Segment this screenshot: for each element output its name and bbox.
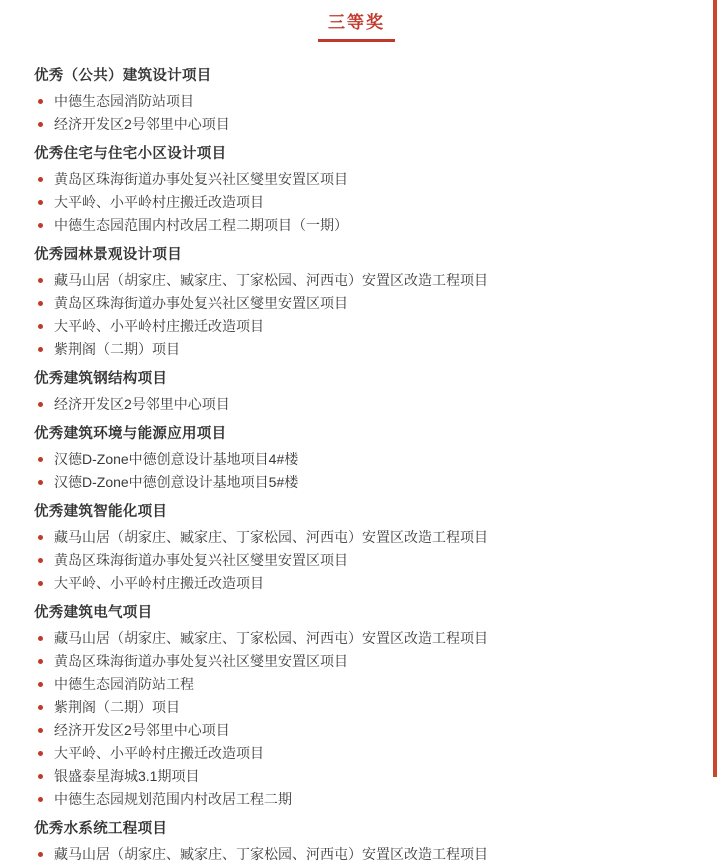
list-item: 大平岭、小平岭村庄搬迁改造项目 xyxy=(36,742,691,765)
category-heading: 优秀水系统工程项目 xyxy=(34,821,168,837)
list-item: 藏马山居（胡家庄、臧家庄、丁家松园、河西屯）安置区改造工程项目 xyxy=(36,526,691,549)
list-item: 紫荆阁（二期）项目 xyxy=(36,696,691,719)
list-item: 经济开发区2号邻里中心项目 xyxy=(36,393,691,416)
list-item: 黄岛区珠海街道办事处复兴社区燮里安置区项目 xyxy=(36,292,691,315)
project-list xyxy=(30,627,691,811)
category-heading: 优秀建筑钢结构项目 xyxy=(34,371,168,387)
list-item: 中德生态园规划范围内村改居工程二期 xyxy=(36,788,691,811)
title-container xyxy=(0,0,713,42)
award-category xyxy=(30,500,691,595)
list-item: 经济开发区2号邻里中心项目 xyxy=(36,719,691,742)
list-item: 大平岭、小平岭村庄搬迁改造项目 xyxy=(36,572,691,595)
list-item: 银盛泰星海城3.1期项目 xyxy=(36,765,691,788)
list-item: 黄岛区珠海街道办事处复兴社区燮里安置区项目 xyxy=(36,650,691,673)
list-item: 藏马山居（胡家庄、臧家庄、丁家松园、河西屯）安置区改造工程项目 xyxy=(36,269,691,292)
category-heading: 优秀园林景观设计项目 xyxy=(34,247,182,263)
list-item: 经济开发区2号邻里中心项目 xyxy=(36,113,691,136)
list-item: 藏马山居（胡家庄、臧家庄、丁家松园、河西屯）安置区改造工程项目 xyxy=(36,843,691,866)
list-item: 紫荆阁（二期）项目 xyxy=(36,338,691,361)
list-item: 汉德D-Zone中德创意设计基地项目5#楼 xyxy=(36,471,691,494)
category-heading: 优秀住宅与住宅小区设计项目 xyxy=(34,146,227,162)
list-item: 中德生态园消防站工程 xyxy=(36,673,691,696)
category-heading: 优秀建筑智能化项目 xyxy=(34,504,168,520)
award-category xyxy=(30,601,691,811)
project-list xyxy=(30,448,691,494)
project-list xyxy=(30,526,691,595)
award-category xyxy=(30,422,691,494)
category-heading: 优秀建筑电气项目 xyxy=(34,605,153,621)
award-category xyxy=(30,142,691,237)
award-category xyxy=(30,817,691,866)
list-item: 中德生态园消防站项目 xyxy=(36,90,691,113)
project-list xyxy=(30,843,691,866)
project-list xyxy=(30,168,691,237)
category-heading: 优秀（公共）建筑设计项目 xyxy=(34,68,212,84)
project-list xyxy=(30,269,691,361)
list-item: 藏马山居（胡家庄、臧家庄、丁家松园、河西屯）安置区改造工程项目 xyxy=(36,627,691,650)
project-list xyxy=(30,393,691,416)
list-item: 大平岭、小平岭村庄搬迁改造项目 xyxy=(36,315,691,338)
project-list xyxy=(30,90,691,136)
category-heading: 优秀建筑环境与能源应用项目 xyxy=(34,426,227,442)
list-item: 大平岭、小平岭村庄搬迁改造项目 xyxy=(36,191,691,214)
award-category xyxy=(30,243,691,361)
award-category xyxy=(30,367,691,416)
page-title: 三等奖 xyxy=(318,6,395,42)
list-item: 黄岛区珠海街道办事处复兴社区燮里安置区项目 xyxy=(36,549,691,572)
award-sections xyxy=(0,42,713,866)
list-item: 黄岛区珠海街道办事处复兴社区燮里安置区项目 xyxy=(36,168,691,191)
award-category xyxy=(30,64,691,136)
list-item: 汉德D-Zone中德创意设计基地项目4#楼 xyxy=(36,448,691,471)
list-item: 中德生态园范围内村改居工程二期项目（一期） xyxy=(36,214,691,237)
